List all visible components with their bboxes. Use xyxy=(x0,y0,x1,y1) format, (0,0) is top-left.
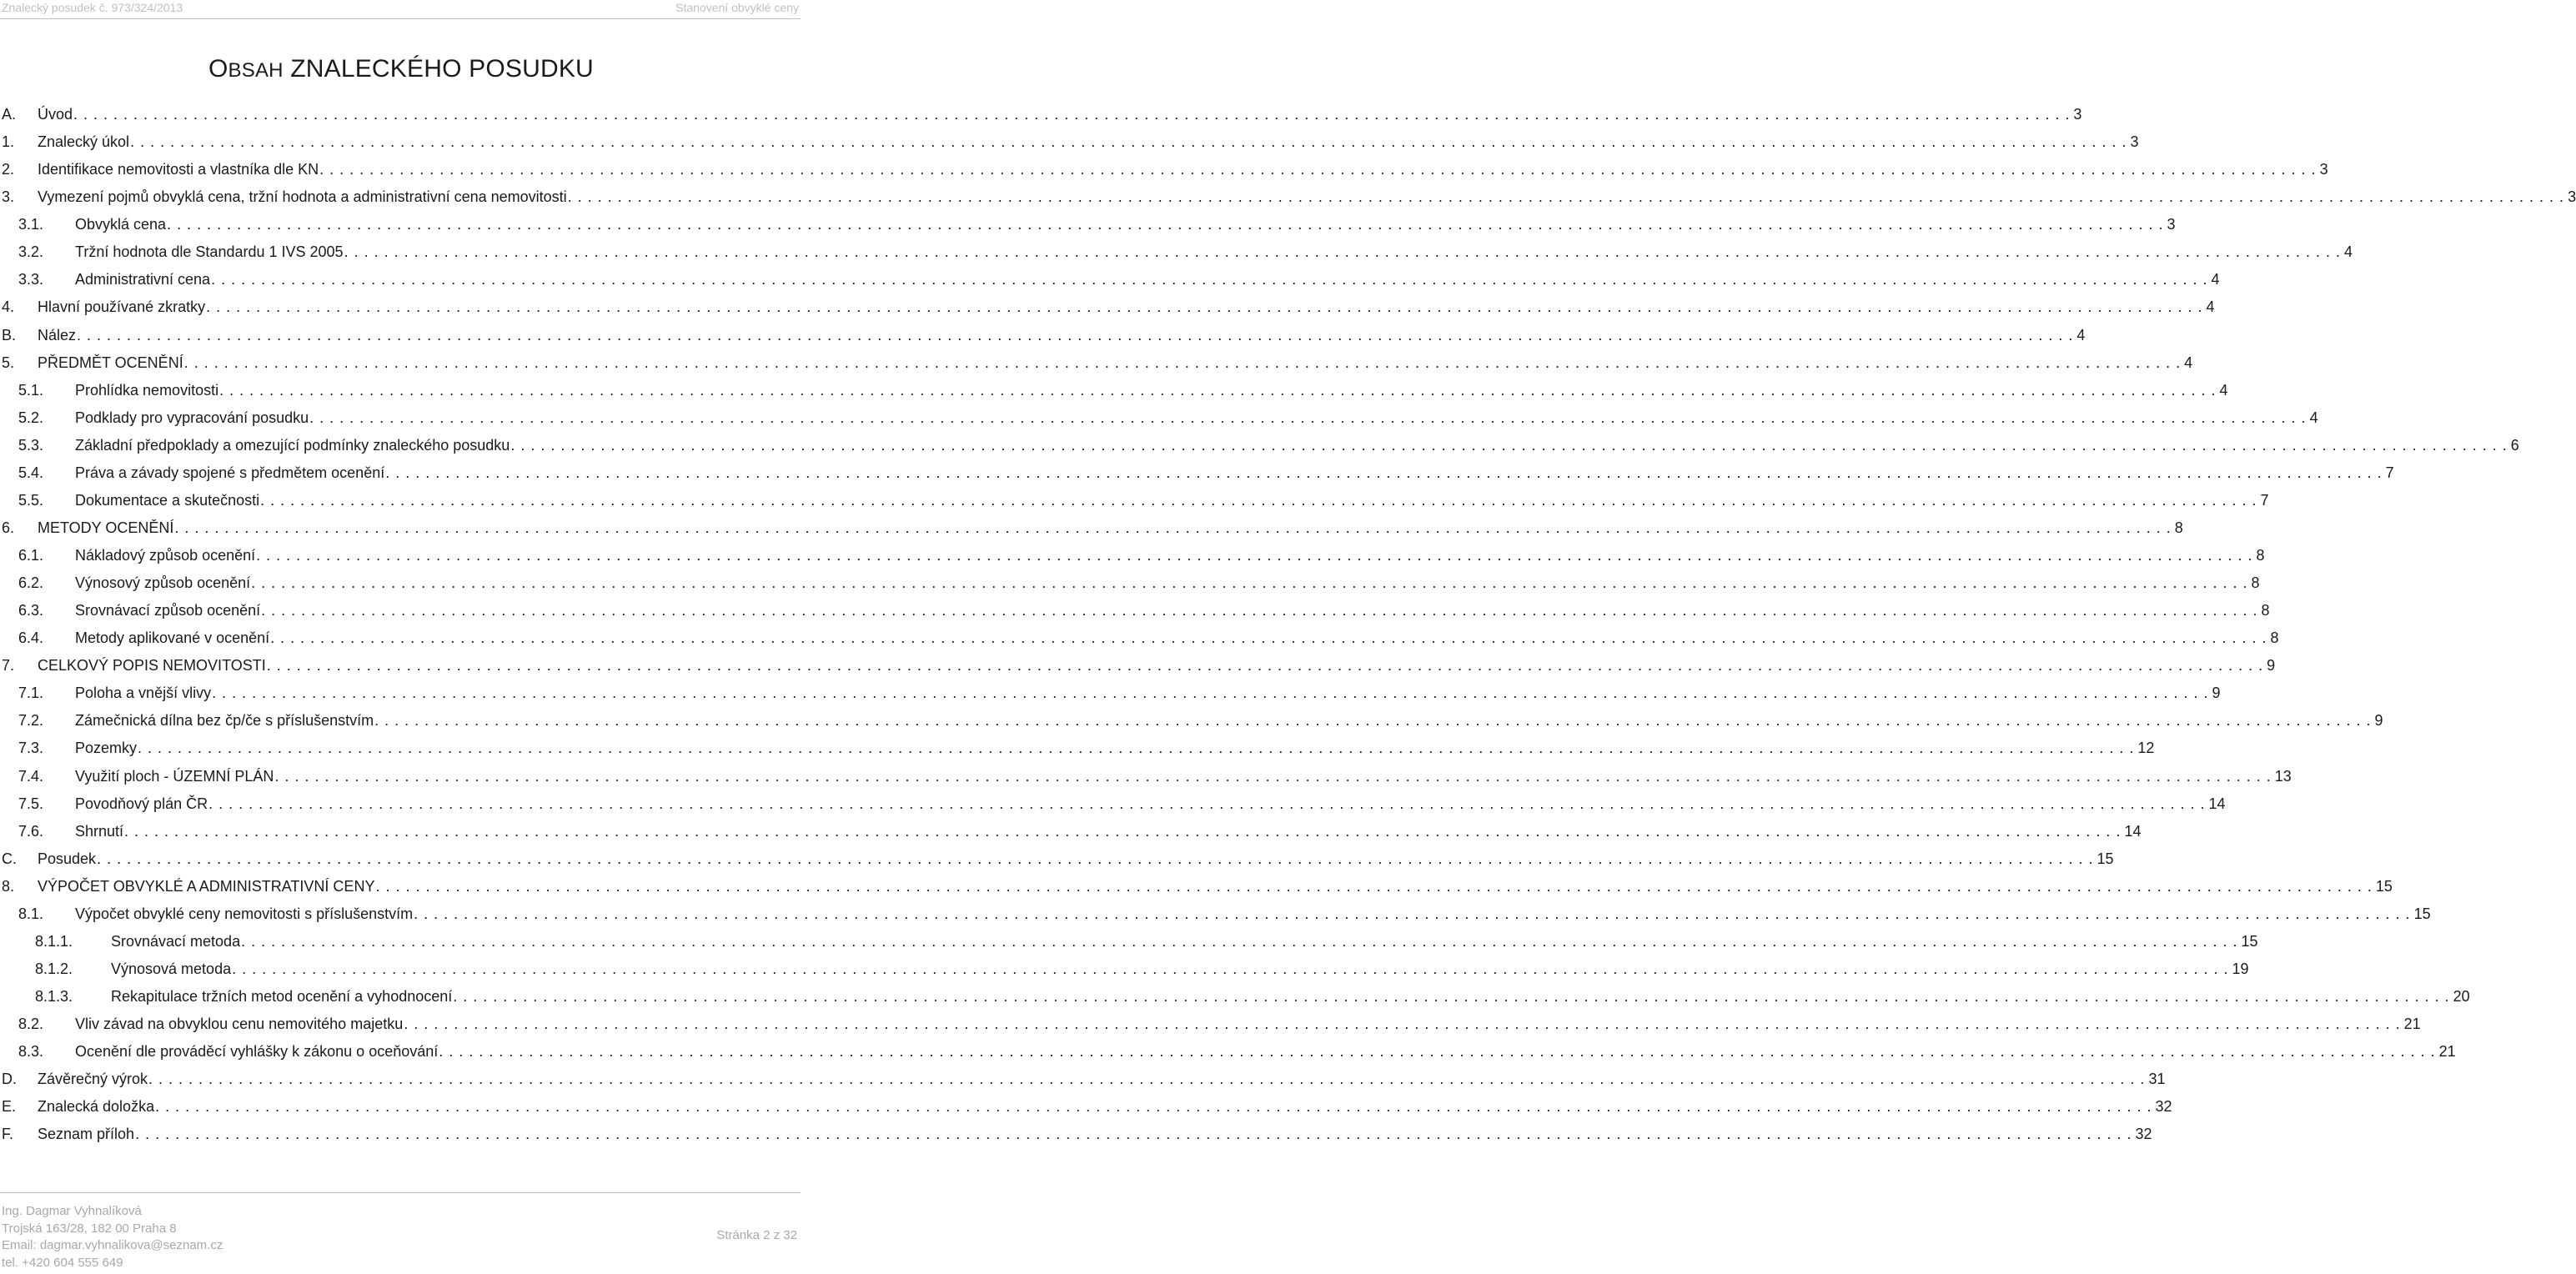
header-document-number: Znalecký posudek č. 973/324/2013 xyxy=(2,1,183,14)
toc-dot-leader: . . . . . . . . . . . . . . . . . . . . . . . . . . . . . . . . . . . . . . . . . . . . . . . . . . . . . . . . . . . . . . . . . . . . . . . . . . . . . . . . . . . . . . . . . . . . . . . . . . . . . . . . . . . . . . . . . . . . . . . . . . . . . . . . . . . . . . . . . . . . . . . . . . . . . . . . . . . . . . . . . . . . . . . . . . . . . . . . . . . . . . . . . . . . . . . . . . . . . . . . xyxy=(261,602,2258,619)
toc-entry-page: 9 xyxy=(2263,652,2275,680)
toc-entry[interactable] xyxy=(0,1038,2456,1066)
toc-entry-title: Úvod xyxy=(38,101,73,128)
toc-entry-page: 4 xyxy=(2216,377,2227,404)
toc-entry-number: 6.1. xyxy=(18,547,44,564)
toc-entry-title: Povodňový plán ČR xyxy=(75,790,208,818)
footer-email[interactable]: Email: dagmar.vyhnalikova@seznam.cz xyxy=(2,1238,223,1252)
toc-entry[interactable] xyxy=(0,156,2328,183)
toc-dot-leader: . . . . . . . . . . . . . . . . . . . . . . . . . . . . . . . . . . . . . . . . . . . . . . . . . . . . . . . . . . . . . . . . . . . . . . . . . . . . . . . . . . . . . . . . . . . . . . . . . . . . . . . . . . . . . . . . . . . . . . . . . . . . . . . . . . . . . . . . . . . . . . . . . . . . . . . . . . . . . . . . . . . . . . . . . . . . . . . . . . . . . . . . . . . . . . . . . . . . . . . . xyxy=(385,464,2383,481)
toc-dot-leader: . . . . . . . . . . . . . . . . . . . . . . . . . . . . . . . . . . . . . . . . . . . . . . . . . . . . . . . . . . . . . . . . . . . . . . . . . . . . . . . . . . . . . . . . . . . . . . . . . . . . . . . . . . . . . . . . . . . . . . . . . . . . . . . . . . . . . . . . . . . . . . . . . . . . . . . . . . . . . . . . . . . . . . . . . . . . . . . . . . . . . . . . . . . . . . . . . . . . . . . . xyxy=(309,409,2307,426)
toc-entry[interactable] xyxy=(0,873,2393,900)
toc-entry[interactable] xyxy=(0,763,2292,790)
toc-entry-page: 4 xyxy=(2207,266,2219,293)
toc-entry-page: 3 xyxy=(2317,156,2328,183)
toc-entry-number: 4. xyxy=(2,298,15,316)
toc-entry-page: 19 xyxy=(2228,956,2248,983)
toc-entry-page: 7 xyxy=(2257,487,2269,514)
toc-entry-title: Pozemky xyxy=(75,735,138,762)
toc-entry[interactable] xyxy=(0,983,2470,1011)
footer-phone: tel. +420 604 555 649 xyxy=(2,1255,123,1270)
toc-dot-leader: . . . . . . . . . . . . . . . . . . . . . . . . . . . . . . . . . . . . . . . . . . . . . . . . . . . . . . . . . . . . . . . . . . . . . . . . . . . . . . . . . . . . . . . . . . . . . . . . . . . . . . . . . . . . . . . . . . . . . . . . . . . . . . . . . . . . . . . . . . . . . . . . . . . . . . . . . . . . . . . . . . . . . . . . . . . . . . . . . . . . . . . . . . . . . . . . . . . . . . . . xyxy=(138,740,2135,757)
toc-entry-number: 7.6. xyxy=(18,822,44,840)
toc-entry[interactable] xyxy=(0,1011,2421,1038)
toc-entry-page: 8 xyxy=(2258,597,2270,624)
page-title xyxy=(208,55,594,83)
toc-entry-title: Dokumentace a skutečnosti xyxy=(75,487,260,514)
toc-entry-title: Vymezení pojmů obvyklá cena, tržní hodnota a administrativní cena nemovitosti xyxy=(38,183,568,211)
toc-entry[interactable] xyxy=(0,487,2269,514)
toc-dot-leader: . . . . . . . . . . . . . . . . . . . . . . . . . . . . . . . . . . . . . . . . . . . . . . . . . . . . . . . . . . . . . . . . . . . . . . . . . . . . . . . . . . . . . . . . . . . . . . . . . . . . . . . . . . . . . . . . . . . . . . . . . . . . . . . . . . . . . . . . . . . . . . . . . . . . . . . . . . . . . . . . . . . . . . . . . . . . . . . . . . . . . . . . . . . . . . . . . . . . . . . . xyxy=(274,767,2272,785)
title-initial: O xyxy=(208,55,228,83)
toc-entry-number: D. xyxy=(2,1071,17,1088)
toc-dot-leader: . . . . . . . . . . . . . . . . . . . . . . . . . . . . . . . . . . . . . . . . . . . . . . . . . . . . . . . . . . . . . . . . . . . . . . . . . . . . . . . . . . . . . . . . . . . . . . . . . . . . . . . . . . . . . . . . . . . . . . . . . . . . . . . . . . . . . . . . . . . . . . . . . . . . . . . . . . . . . . . . . . . . . . . . . . . . . . . . . . . . . . . . . . . . . . . . . . . . . . . . xyxy=(148,1071,2146,1088)
toc-entry-number: 5.5. xyxy=(18,491,44,509)
toc-dot-leader: . . . . . . . . . . . . . . . . . . . . . . . . . . . . . . . . . . . . . . . . . . . . . . . . . . . . . . . . . . . . . . . . . . . . . . . . . . . . . . . . . . . . . . . . . . . . . . . . . . . . . . . . . . . . . . . . . . . . . . . . . . . . . . . . . . . . . . . . . . . . . . . . . . . . . . . . . . . . . . . . . . . . . . . . . . . . . . . . . . . . . . . . . . . . . . . . . . . . . . . . xyxy=(124,822,2122,840)
toc-entry-page: 4 xyxy=(2202,293,2214,321)
toc-entry[interactable] xyxy=(0,652,2276,680)
title-small-caps: BSAH xyxy=(228,59,284,82)
toc-entry-title: Práva a závady spojené s předmětem ocenění xyxy=(75,459,385,487)
toc-entry-number: 3.2. xyxy=(18,243,44,261)
toc-entry-page: 12 xyxy=(2134,735,2154,762)
toc-entry-number: C. xyxy=(2,850,17,867)
header-document-subject: Stanovení obvyklé ceny xyxy=(675,1,799,14)
toc-entry-title: Využití ploch - ÚZEMNÍ PLÁN xyxy=(75,763,274,790)
toc-entry-number: 3. xyxy=(2,188,15,206)
toc-entry-number: 6.3. xyxy=(18,602,44,619)
toc-entry[interactable] xyxy=(0,349,2193,377)
toc-entry-number: 3.1. xyxy=(18,216,44,233)
toc-dot-leader: . . . . . . . . . . . . . . . . . . . . . . . . . . . . . . . . . . . . . . . . . . . . . . . . . . . . . . . . . . . . . . . . . . . . . . . . . . . . . . . . . . . . . . . . . . . . . . . . . . . . . . . . . . . . . . . . . . . . . . . . . . . . . . . . . . . . . . . . . . . . . . . . . . . . . . . . . . . . . . . . . . . . . . . . . . . . . . . . . . . . . . . . . . . . . . . . . . . . . . . . xyxy=(155,1098,2152,1116)
toc-entry[interactable] xyxy=(0,101,2082,128)
toc-entry-number: 7.4. xyxy=(18,767,44,785)
toc-entry[interactable] xyxy=(0,680,2221,707)
toc-entry-title: Srovnávací způsob ocenění xyxy=(75,597,261,624)
toc-entry-number: 5.4. xyxy=(18,464,44,481)
toc-entry[interactable] xyxy=(0,790,2226,818)
toc-entry-title: Podklady pro vypracování posudku xyxy=(75,404,309,432)
toc-entry[interactable] xyxy=(0,1093,2172,1121)
toc-dot-leader: . . . . . . . . . . . . . . . . . . . . . . . . . . . . . . . . . . . . . . . . . . . . . . . . . . . . . . . . . . . . . . . . . . . . . . . . . . . . . . . . . . . . . . . . . . . . . . . . . . . . . . . . . . . . . . . . . . . . . . . . . . . . . . . . . . . . . . . . . . . . . . . . . . . . . . . . . . . . . . . . . . . . . . . . . . . . . . . . . . . . . . . . . . . . . . . . . . . . . . . . xyxy=(251,574,2248,592)
toc-entry-page: 8 xyxy=(2248,569,2260,597)
toc-entry-number: 7.2. xyxy=(18,712,44,730)
toc-entry-page: 32 xyxy=(2132,1121,2152,1148)
toc-entry[interactable] xyxy=(0,377,2228,404)
toc-entry[interactable] xyxy=(0,845,2114,873)
footer-divider xyxy=(0,1192,801,1193)
toc-entry-number: 8.1.1. xyxy=(35,932,73,950)
toc-entry-number: 5.1. xyxy=(18,381,44,399)
toc-entry-title: Srovnávací metoda xyxy=(111,928,241,956)
toc-entry-page: 21 xyxy=(2401,1011,2421,1038)
toc-entry-number: 2. xyxy=(2,161,15,178)
toc-entry-page: 15 xyxy=(2237,928,2257,956)
toc-entry-page: 4 xyxy=(2181,349,2192,377)
toc-entry-title: Posudek xyxy=(38,845,97,873)
table-of-contents xyxy=(0,101,2576,1148)
toc-dot-leader: . . . . . . . . . . . . . . . . . . . . . . . . . . . . . . . . . . . . . . . . . . . . . . . . . . . . . . . . . . . . . . . . . . . . . . . . . . . . . . . . . . . . . . . . . . . . . . . . . . . . . . . . . . . . . . . . . . . . . . . . . . . . . . . . . . . . . . . . . . . . . . . . . . . . . . . . . . . . . . . . . . . . . . . . . . . . . . . . . . . . . . . . . . . . . . . . . . . . . . . . xyxy=(510,436,2508,454)
toc-entry-title: Znalecká doložka xyxy=(38,1093,155,1121)
toc-entry-page: 31 xyxy=(2145,1066,2165,1093)
toc-entry[interactable] xyxy=(0,128,2139,156)
toc-dot-leader: . . . . . . . . . . . . . . . . . . . . . . . . . . . . . . . . . . . . . . . . . . . . . . . . . . . . . . . . . . . . . . . . . . . . . . . . . . . . . . . . . . . . . . . . . . . . . . . . . . . . . . . . . . . . . . . . . . . . . . . . . . . . . . . . . . . . . . . . . . . . . . . . . . . . . . . . . . . . . . . . . . . . . . . . . . . . . . . . . . . . . . . . . . . . . . . . . . . . . . . . xyxy=(319,161,2317,178)
toc-entry[interactable] xyxy=(0,1066,2166,1093)
toc-entry[interactable] xyxy=(0,514,2183,542)
toc-entry-number: 8. xyxy=(2,877,15,895)
toc-entry-number: 8.3. xyxy=(18,1043,44,1061)
toc-entry[interactable] xyxy=(0,735,2155,762)
toc-entry-page: 3 xyxy=(2070,101,2081,128)
footer-author-name: Ing. Dagmar Vyhnalíková xyxy=(2,1204,142,1218)
title-rest: ZNALECKÉHO POSUDKU xyxy=(283,55,594,83)
toc-dot-leader: . . . . . . . . . . . . . . . . . . . . . . . . . . . . . . . . . . . . . . . . . . . . . . . . . . . . . . . . . . . . . . . . . . . . . . . . . . . . . . . . . . . . . . . . . . . . . . . . . . . . . . . . . . . . . . . . . . . . . . . . . . . . . . . . . . . . . . . . . . . . . . . . . . . . . . . . . . . . . . . . . . . . . . . . . . . . . . . . . . . . . . . . . . . . . . . . . . . . . . . . xyxy=(260,491,2257,509)
toc-dot-leader: . . . . . . . . . . . . . . . . . . . . . . . . . . . . . . . . . . . . . . . . . . . . . . . . . . . . . . . . . . . . . . . . . . . . . . . . . . . . . . . . . . . . . . . . . . . . . . . . . . . . . . . . . . . . . . . . . . . . . . . . . . . . . . . . . . . . . . . . . . . . . . . . . . . . . . . . . . . . . . . . . . . . . . . . . . . . . . . . . . . . . . . . . . . . . . . . . . . . . . . . xyxy=(404,1016,2401,1033)
toc-entry-title: Výnosová metoda xyxy=(111,956,232,983)
toc-entry-page: 7 xyxy=(2383,459,2394,487)
toc-dot-leader: . . . . . . . . . . . . . . . . . . . . . . . . . . . . . . . . . . . . . . . . . . . . . . . . . . . . . . . . . . . . . . . . . . . . . . . . . . . . . . . . . . . . . . . . . . . . . . . . . . . . . . . . . . . . . . . . . . . . . . . . . . . . . . . . . . . . . . . . . . . . . . . . . . . . . . . . . . . . . . . . . . . . . . . . . . . . . . . . . . . . . . . . . . . . . . . . . . . . . . . . xyxy=(256,547,2253,564)
toc-dot-leader: . . . . . . . . . . . . . . . . . . . . . . . . . . . . . . . . . . . . . . . . . . . . . . . . . . . . . . . . . . . . . . . . . . . . . . . . . . . . . . . . . . . . . . . . . . . . . . . . . . . . . . . . . . . . . . . . . . . . . . . . . . . . . . . . . . . . . . . . . . . . . . . . . . . . . . . . . . . . . . . . . . . . . . . . . . . . . . . . . . . . . . . . . . . . . . . . . . . . . . . . xyxy=(97,850,2094,867)
toc-entry-page: 20 xyxy=(2450,983,2470,1011)
toc-entry[interactable] xyxy=(0,459,2394,487)
toc-entry-title: Identifikace nemovitosti a vlastníka dle KN xyxy=(38,156,319,183)
toc-entry-page: 15 xyxy=(2373,873,2393,900)
toc-entry-page: 3 xyxy=(2564,183,2576,211)
toc-entry-number: B. xyxy=(2,326,17,344)
toc-dot-leader: . . . . . . . . . . . . . . . . . . . . . . . . . . . . . . . . . . . . . . . . . . . . . . . . . . . . . . . . . . . . . . . . . . . . . . . . . . . . . . . . . . . . . . . . . . . . . . . . . . . . . . . . . . . . . . . . . . . . . . . . . . . . . . . . . . . . . . . . . . . . . . . . . . . . . . . . . . . . . . . . . . . . . . . . . . . . . . . . . . . . . . . . . . . . . . . . . . . . . . . . xyxy=(219,381,2217,399)
toc-entry-page: 3 xyxy=(2127,128,2138,156)
toc-entry-page: 8 xyxy=(2253,542,2265,569)
toc-entry[interactable] xyxy=(0,956,2249,983)
toc-dot-leader: . . . . . . . . . . . . . . . . . . . . . . . . . . . . . . . . . . . . . . . . . . . . . . . . . . . . . . . . . . . . . . . . . . . . . . . . . . . . . . . . . . . . . . . . . . . . . . . . . . . . . . . . . . . . . . . . . . . . . . . . . . . . . . . . . . . . . . . . . . . . . . . . . . . . . . . . . . . . . . . . . . . . . . . . . . . . . . . . . . . . . . . . . . . . . . . . . . . . . . . . xyxy=(232,960,2229,977)
toc-dot-leader: . . . . . . . . . . . . . . . . . . . . . . . . . . . . . . . . . . . . . . . . . . . . . . . . . . . . . . . . . . . . . . . . . . . . . . . . . . . . . . . . . . . . . . . . . . . . . . . . . . . . . . . . . . . . . . . . . . . . . . . . . . . . . . . . . . . . . . . . . . . . . . . . . . . . . . . . . . . . . . . . . . . . . . . . . . . . . . . . . . . . . . . . . . . . . . . . . . . . . . . . xyxy=(208,795,2206,812)
toc-entry-page: 4 xyxy=(2341,238,2353,266)
toc-entry-page: 8 xyxy=(2172,514,2183,542)
toc-entry[interactable] xyxy=(0,238,2353,266)
toc-entry[interactable] xyxy=(0,266,2220,293)
toc-entry-number: 8.1. xyxy=(18,905,44,922)
toc-entry-title: Seznam příloh xyxy=(38,1121,135,1148)
toc-entry-title: Výnosový způsob ocenění xyxy=(75,569,251,597)
toc-dot-leader: . . . . . . . . . . . . . . . . . . . . . . . . . . . . . . . . . . . . . . . . . . . . . . . . . . . . . . . . . . . . . . . . . . . . . . . . . . . . . . . . . . . . . . . . . . . . . . . . . . . . . . . . . . . . . . . . . . . . . . . . . . . . . . . . . . . . . . . . . . . . . . . . . . . . . . . . . . . . . . . . . . . . . . . . . . . . . . . . . . . . . . . . . . . . . . . . . . . . . . . . xyxy=(135,1126,2132,1143)
toc-entry[interactable] xyxy=(0,624,2279,652)
toc-entry-title: Metody aplikované v ocenění xyxy=(75,624,270,652)
toc-entry-page: 32 xyxy=(2152,1093,2172,1121)
header-divider xyxy=(0,18,801,19)
toc-entry-page: 14 xyxy=(2121,818,2141,845)
toc-entry-page: 13 xyxy=(2272,763,2292,790)
toc-entry-title: Hlavní používané zkratky xyxy=(38,293,206,321)
toc-entry[interactable] xyxy=(0,183,2576,211)
footer-address: Trojská 163/28, 182 00 Praha 8 xyxy=(2,1221,177,1236)
toc-entry-number: 1. xyxy=(2,133,15,151)
toc-entry-page: 9 xyxy=(2208,680,2220,707)
toc-entry-number: F. xyxy=(2,1126,14,1143)
toc-entry-number: 6. xyxy=(2,519,15,536)
toc-entry[interactable] xyxy=(0,707,2383,735)
toc-entry-title: Závěrečný výrok xyxy=(38,1066,148,1093)
toc-entry[interactable] xyxy=(0,432,2519,459)
toc-dot-leader: . . . . . . . . . . . . . . . . . . . . . . . . . . . . . . . . . . . . . . . . . . . . . . . . . . . . . . . . . . . . . . . . . . . . . . . . . . . . . . . . . . . . . . . . . . . . . . . . . . . . . . . . . . . . . . . . . . . . . . . . . . . . . . . . . . . . . . . . . . . . . . . . . . . . . . . . . . . . . . . . . . . . . . . . . . . . . . . . . . . . . . . . . . . . . . . . . . . . . . . . xyxy=(183,354,2182,371)
toc-dot-leader: . . . . . . . . . . . . . . . . . . . . . . . . . . . . . . . . . . . . . . . . . . . . . . . . . . . . . . . . . . . . . . . . . . . . . . . . . . . . . . . . . . . . . . . . . . . . . . . . . . . . . . . . . . . . . . . . . . . . . . . . . . . . . . . . . . . . . . . . . . . . . . . . . . . . . . . . . . . . . . . . . . . . . . . . . . . . . . . . . . . . . . . . . . . . . . . . . . . . . . . . xyxy=(270,629,2267,647)
toc-dot-leader: . . . . . . . . . . . . . . . . . . . . . . . . . . . . . . . . . . . . . . . . . . . . . . . . . . . . . . . . . . . . . . . . . . . . . . . . . . . . . . . . . . . . . . . . . . . . . . . . . . . . . . . . . . . . . . . . . . . . . . . . . . . . . . . . . . . . . . . . . . . . . . . . . . . . . . . . . . . . . . . . . . . . . . . . . . . . . . . . . . . . . . . . . . . . . . . . . . . . . . . . xyxy=(439,1043,2436,1061)
toc-entry-number: 5. xyxy=(2,354,15,371)
toc-entry-title: Výpočet obvyklé ceny nemovitosti s příslušenstvím xyxy=(75,900,414,928)
toc-dot-leader: . . . . . . . . . . . . . . . . . . . . . . . . . . . . . . . . . . . . . . . . . . . . . . . . . . . . . . . . . . . . . . . . . . . . . . . . . . . . . . . . . . . . . . . . . . . . . . . . . . . . . . . . . . . . . . . . . . . . . . . . . . . . . . . . . . . . . . . . . . . . . . . . . . . . . . . . . . . . . . . . . . . . . . . . . . . . . . . . . . . . . . . . . . . . . . . . . . . . . . . . xyxy=(167,216,2164,233)
toc-entry-title: Administrativní cena xyxy=(75,266,211,293)
toc-dot-leader: . . . . . . . . . . . . . . . . . . . . . . . . . . . . . . . . . . . . . . . . . . . . . . . . . . . . . . . . . . . . . . . . . . . . . . . . . . . . . . . . . . . . . . . . . . . . . . . . . . . . . . . . . . . . . . . . . . . . . . . . . . . . . . . . . . . . . . . . . . . . . . . . . . . . . . . . . . . . . . . . . . . . . . . . . . . . . . . . . . . . . . . . . . . . . . . . . . . . . . . . xyxy=(130,133,2127,151)
toc-dot-leader: . . . . . . . . . . . . . . . . . . . . . . . . . . . . . . . . . . . . . . . . . . . . . . . . . . . . . . . . . . . . . . . . . . . . . . . . . . . . . . . . . . . . . . . . . . . . . . . . . . . . . . . . . . . . . . . . . . . . . . . . . . . . . . . . . . . . . . . . . . . . . . . . . . . . . . . . . . . . . . . . . . . . . . . . . . . . . . . . . . . . . . . . . . . . . . . . . . . . . . . . xyxy=(241,932,2238,950)
toc-entry[interactable] xyxy=(0,1121,2152,1148)
toc-dot-leader: . . . . . . . . . . . . . . . . . . . . . . . . . . . . . . . . . . . . . . . . . . . . . . . . . . . . . . . . . . . . . . . . . . . . . . . . . . . . . . . . . . . . . . . . . . . . . . . . . . . . . . . . . . . . . . . . . . . . . . . . . . . . . . . . . . . . . . . . . . . . . . . . . . . . . . . . . . . . . . . . . . . . . . . . . . . . . . . . . . . . . . . . . . . . . . . . . . . . . . . . xyxy=(211,271,2208,288)
toc-entry-number: E. xyxy=(2,1098,17,1116)
toc-entry-number: 8.1.2. xyxy=(35,960,73,977)
toc-entry-title: Základní předpoklady a omezující podmínky znaleckého posudku xyxy=(75,432,510,459)
footer-page-number: Stránka 2 z 32 xyxy=(716,1228,797,1242)
toc-entry-number: 8.2. xyxy=(18,1016,44,1033)
toc-entry-number: 7.5. xyxy=(18,795,44,812)
toc-entry-title: VÝPOČET OBVYKLÉ A ADMINISTRATIVNÍ CENY xyxy=(38,873,375,900)
toc-entry-page: 15 xyxy=(2093,845,2113,873)
toc-dot-leader: . . . . . . . . . . . . . . . . . . . . . . . . . . . . . . . . . . . . . . . . . . . . . . . . . . . . . . . . . . . . . . . . . . . . . . . . . . . . . . . . . . . . . . . . . . . . . . . . . . . . . . . . . . . . . . . . . . . . . . . . . . . . . . . . . . . . . . . . . . . . . . . . . . . . . . . . . . . . . . . . . . . . . . . . . . . . . . . . . . . . . . . . . . . . . . . . . . . . . . . . xyxy=(174,519,2172,536)
toc-dot-leader: . . . . . . . . . . . . . . . . . . . . . . . . . . . . . . . . . . . . . . . . . . . . . . . . . . . . . . . . . . . . . . . . . . . . . . . . . . . . . . . . . . . . . . . . . . . . . . . . . . . . . . . . . . . . . . . . . . . . . . . . . . . . . . . . . . . . . . . . . . . . . . . . . . . . . . . . . . . . . . . . . . . . . . . . . . . . . . . . . . . . . . . . . . . . . . . . . . . . . . . . xyxy=(344,243,2341,261)
toc-entry[interactable] xyxy=(0,597,2270,624)
toc-entry[interactable] xyxy=(0,211,2176,238)
toc-entry-number: 6.4. xyxy=(18,629,44,647)
toc-entry-title: Vliv závad na obvyklou cenu nemovitého majetku xyxy=(75,1011,404,1038)
toc-entry-title: Znalecký úkol xyxy=(38,128,130,156)
toc-entry-number: 7.3. xyxy=(18,740,44,757)
toc-dot-leader: . . . . . . . . . . . . . . . . . . . . . . . . . . . . . . . . . . . . . . . . . . . . . . . . . . . . . . . . . . . . . . . . . . . . . . . . . . . . . . . . . . . . . . . . . . . . . . . . . . . . . . . . . . . . . . . . . . . . . . . . . . . . . . . . . . . . . . . . . . . . . . . . . . . . . . . . . . . . . . . . . . . . . . . . . . . . . . . . . . . . . . . . . . . . . . . . . . . . . . . . xyxy=(206,298,2203,316)
toc-entry-number: 3.3. xyxy=(18,271,44,288)
toc-entry-title: Obvyklá cena xyxy=(75,211,167,238)
toc-entry-page: 6 xyxy=(2508,432,2519,459)
footer-contact xyxy=(2,1203,223,1271)
toc-entry-number: 6.2. xyxy=(18,574,44,592)
toc-entry[interactable] xyxy=(0,322,2086,349)
toc-entry-title: Nález xyxy=(38,322,77,349)
toc-entry-page: 8 xyxy=(2267,624,2279,652)
toc-entry-title: PŘEDMĚT OCENĚNÍ xyxy=(38,349,184,377)
toc-dot-leader: . . . . . . . . . . . . . . . . . . . . . . . . . . . . . . . . . . . . . . . . . . . . . . . . . . . . . . . . . . . . . . . . . . . . . . . . . . . . . . . . . . . . . . . . . . . . . . . . . . . . . . . . . . . . . . . . . . . . . . . . . . . . . . . . . . . . . . . . . . . . . . . . . . . . . . . . . . . . . . . . . . . . . . . . . . . . . . . . . . . . . . . . . . . . . . . . . . . . . . . . xyxy=(212,685,2209,702)
toc-entry-page: 4 xyxy=(2073,322,2085,349)
toc-entry-number: 5.3. xyxy=(18,436,44,454)
toc-entry-title: Tržní hodnota dle Standardu 1 IVS 2005 xyxy=(75,238,344,266)
toc-dot-leader: . . . . . . . . . . . . . . . . . . . . . . . . . . . . . . . . . . . . . . . . . . . . . . . . . . . . . . . . . . . . . . . . . . . . . . . . . . . . . . . . . . . . . . . . . . . . . . . . . . . . . . . . . . . . . . . . . . . . . . . . . . . . . . . . . . . . . . . . . . . . . . . . . . . . . . . . . . . . . . . . . . . . . . . . . . . . . . . . . . . . . . . . . . . . . . . . . . . . . . . . xyxy=(374,712,2372,730)
toc-entry[interactable] xyxy=(0,404,2318,432)
toc-entry[interactable] xyxy=(0,542,2265,569)
toc-dot-leader: . . . . . . . . . . . . . . . . . . . . . . . . . . . . . . . . . . . . . . . . . . . . . . . . . . . . . . . . . . . . . . . . . . . . . . . . . . . . . . . . . . . . . . . . . . . . . . . . . . . . . . . . . . . . . . . . . . . . . . . . . . . . . . . . . . . . . . . . . . . . . . . . . . . . . . . . . . . . . . . . . . . . . . . . . . . . . . . . . . . . . . . . . . . . . . . . . . . . . . . . xyxy=(453,988,2450,1005)
toc-entry-number: 7. xyxy=(2,657,15,675)
toc-entry-number: 5.2. xyxy=(18,409,44,426)
toc-dot-leader: . . . . . . . . . . . . . . . . . . . . . . . . . . . . . . . . . . . . . . . . . . . . . . . . . . . . . . . . . . . . . . . . . . . . . . . . . . . . . . . . . . . . . . . . . . . . . . . . . . . . . . . . . . . . . . . . . . . . . . . . . . . . . . . . . . . . . . . . . . . . . . . . . . . . . . . . . . . . . . . . . . . . . . . . . . . . . . . . . . . . . . . . . . . . . . . . . . . . . . . . xyxy=(414,905,2411,922)
toc-entry[interactable] xyxy=(0,293,2215,321)
toc-dot-leader: . . . . . . . . . . . . . . . . . . . . . . . . . . . . . . . . . . . . . . . . . . . . . . . . . . . . . . . . . . . . . . . . . . . . . . . . . . . . . . . . . . . . . . . . . . . . . . . . . . . . . . . . . . . . . . . . . . . . . . . . . . . . . . . . . . . . . . . . . . . . . . . . . . . . . . . . . . . . . . . . . . . . . . . . . . . . . . . . . . . . . . . . . . . . . . . . . . . . . . . . xyxy=(375,877,2373,895)
toc-entry[interactable] xyxy=(0,900,2431,928)
toc-entry-number: 7.1. xyxy=(18,685,44,702)
toc-dot-leader: . . . . . . . . . . . . . . . . . . . . . . . . . . . . . . . . . . . . . . . . . . . . . . . . . . . . . . . . . . . . . . . . . . . . . . . . . . . . . . . . . . . . . . . . . . . . . . . . . . . . . . . . . . . . . . . . . . . . . . . . . . . . . . . . . . . . . . . . . . . . . . . . . . . . . . . . . . . . . . . . . . . . . . . . . . . . . . . . . . . . . . . . . . . . . . . . . . . . . . . . xyxy=(77,326,2074,344)
toc-dot-leader: . . . . . . . . . . . . . . . . . . . . . . . . . . . . . . . . . . . . . . . . . . . . . . . . . . . . . . . . . . . . . . . . . . . . . . . . . . . . . . . . . . . . . . . . . . . . . . . . . . . . . . . . . . . . . . . . . . . . . . . . . . . . . . . . . . . . . . . . . . . . . . . . . . . . . . . . . . . . . . . . . . . . . . . . . . . . . . . . . . . . . . . . . . . . . . . . . . . . . . . . xyxy=(266,657,2264,675)
toc-entry-title: Shrnutí xyxy=(75,818,124,845)
toc-entry[interactable] xyxy=(0,818,2142,845)
toc-entry-number: A. xyxy=(2,106,17,123)
toc-entry[interactable] xyxy=(0,928,2258,956)
toc-dot-leader: . . . . . . . . . . . . . . . . . . . . . . . . . . . . . . . . . . . . . . . . . . . . . . . . . . . . . . . . . . . . . . . . . . . . . . . . . . . . . . . . . . . . . . . . . . . . . . . . . . . . . . . . . . . . . . . . . . . . . . . . . . . . . . . . . . . . . . . . . . . . . . . . . . . . . . . . . . . . . . . . . . . . . . . . . . . . . . . . . . . . . . . . . . . . . . . . . . . . . . . . xyxy=(73,106,2071,123)
toc-entry-page: 15 xyxy=(2411,900,2431,928)
toc-dot-leader: . . . . . . . . . . . . . . . . . . . . . . . . . . . . . . . . . . . . . . . . . . . . . . . . . . . . . . . . . . . . . . . . . . . . . . . . . . . . . . . . . . . . . . . . . . . . . . . . . . . . . . . . . . . . . . . . . . . . . . . . . . . . . . . . . . . . . . . . . . . . . . . . . . . . . . . . . . . . . . . . . . . . . . . . . . . . . . . . . . . . . . . . . . . . . . . . . . . . . . . . xyxy=(567,188,2565,206)
toc-entry-title: METODY OCENĚNÍ xyxy=(38,514,174,542)
toc-entry-title: CELKOVÝ POPIS NEMOVITOSTI xyxy=(38,652,267,680)
toc-entry-page: 9 xyxy=(2372,707,2383,735)
toc-entry-number: 8.1.3. xyxy=(35,988,73,1005)
toc-entry-page: 14 xyxy=(2205,790,2225,818)
toc-entry-page: 21 xyxy=(2436,1038,2456,1066)
toc-entry[interactable] xyxy=(0,569,2260,597)
toc-entry-title: Nákladový způsob ocenění xyxy=(75,542,256,569)
toc-entry-title: Rekapitulace tržních metod ocenění a vyhodnocení xyxy=(111,983,453,1011)
toc-entry-page: 4 xyxy=(2307,404,2318,432)
toc-entry-title: Prohlídka nemovitosti xyxy=(75,377,219,404)
toc-entry-title: Ocenění dle prováděcí vyhlášky k zákonu o oceňování xyxy=(75,1038,439,1066)
toc-entry-title: Poloha a vnější vlivy xyxy=(75,680,212,707)
toc-entry-title: Zámečnická dílna bez čp/če s příslušenstvím xyxy=(75,707,374,735)
toc-entry-page: 3 xyxy=(2163,211,2175,238)
